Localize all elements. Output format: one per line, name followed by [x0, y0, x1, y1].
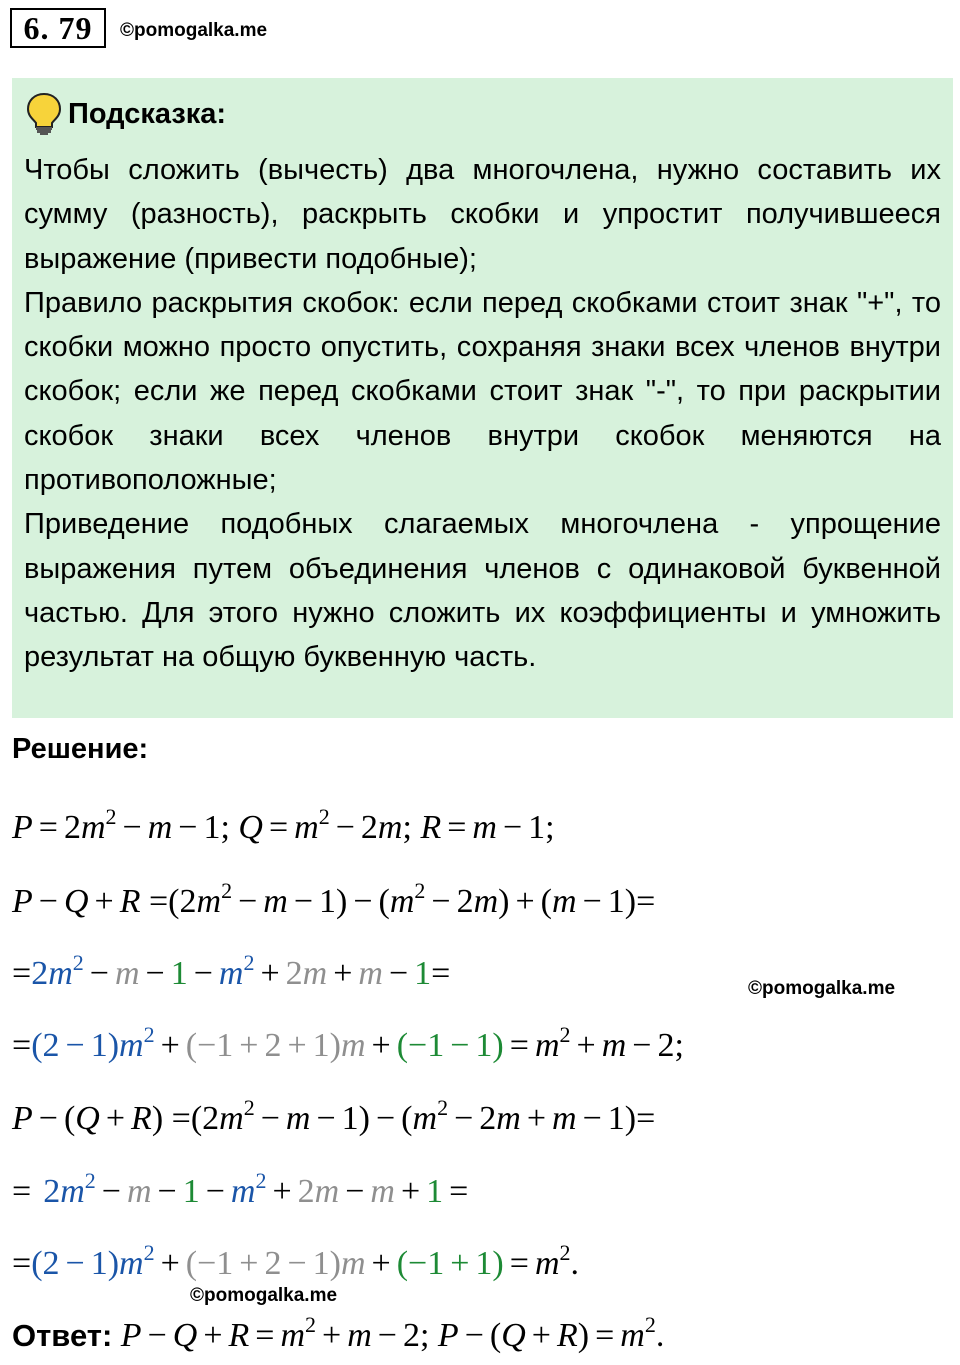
math-line-1: $P = 2m^2 - m - 1$; $Q = m^2 - 2m$; R = m − 1;: [12, 804, 555, 846]
hint-text: [24, 148, 941, 680]
watermark-top: ©pomogalka.me: [120, 20, 268, 41]
hint-paragraph: Правило раскрытия скобок: если перед скобками стоит знак "+", то скобки можно просто опустить, сохраняя знаки всех членов внутри скобок; если же перед скобками стоит знак "-", то при раскрытии скобок знаки всех членов внутри скобок меняются на противоположные;: [24, 286, 941, 497]
watermark-bottom: ©pomogalka.me: [190, 1285, 338, 1306]
hint-box: [12, 78, 953, 718]
math-line-6: = $2m^2 - m - 1 - m^2 + 2m - m + 1$ =: [12, 1168, 469, 1210]
answer-label: Ответ:: [12, 1318, 113, 1353]
hint-paragraph: Чтобы сложить (вычесть) два многочлена, нужно составить их сумму (разность), раскрыть скобки и упростит получившееся выражение (привести подобные);: [24, 154, 941, 275]
hint-title: Подсказка:: [68, 97, 227, 130]
math-line-7: $=(2 - 1)m^2 + (-1 + 2 - 1)m + (-1 + 1) = m^2$.: [12, 1240, 579, 1282]
math-line-2: $P - Q + R =(2m^2 - m - 1) - (m^2 - 2m) + (m - 1)=$: [12, 878, 656, 920]
watermark-middle: ©pomogalka.me: [748, 978, 896, 999]
exercise-number: 6. 79: [10, 8, 106, 48]
math-line-3: $=2m^2 - m - 1 - m^2 + 2m + m - 1=$: [12, 950, 451, 992]
solution-title: Решение:: [12, 733, 149, 765]
math-line-4: $=(2 - 1)m^2 + (-1 + 2 + 1)m + (-1 - 1) = m^2 + m - 2$;: [12, 1022, 684, 1064]
hint-header: [24, 88, 941, 140]
hint-paragraph: Приведение подобных слагаемых многочлена - упрощение выражения путем объединения членов с одинаковой буквенной частью. Для этого нужно сложить их коэффициенты и умножить результат на общую буквенную часть.: [24, 508, 941, 674]
lightbulb-icon: [24, 92, 64, 136]
answer-line: Ответ: $P - Q + R = m^2 + m - 2$; $P - (Q + R) = m^2$.: [12, 1312, 665, 1354]
math-line-5: $P - (Q + R) =(2m^2 - m - 1) - (m^2 - 2m + m - 1)=$: [12, 1095, 656, 1137]
